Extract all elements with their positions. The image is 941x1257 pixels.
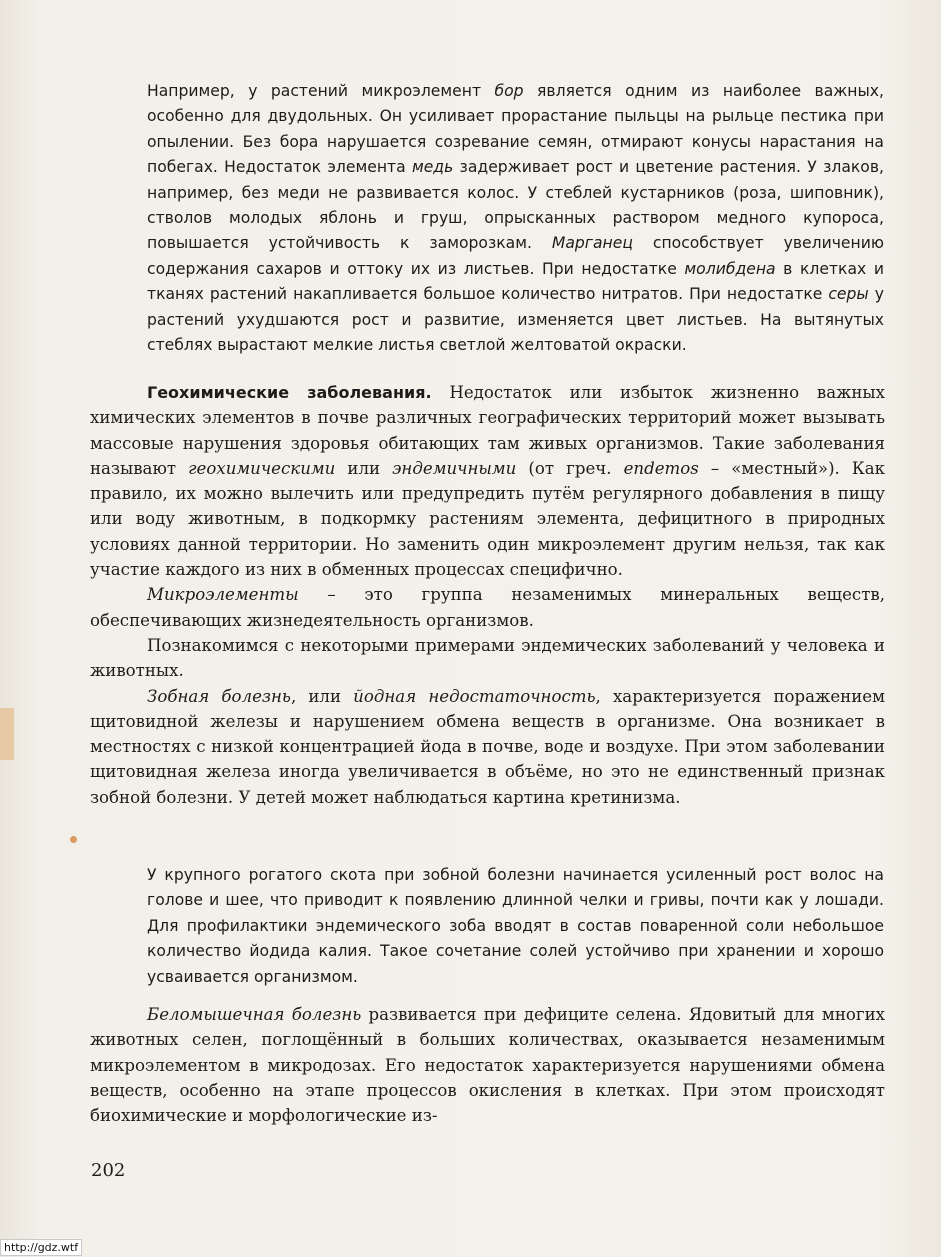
paragraph-examples-intro: Познакомимся с некоторыми примерами эндемических заболеваний у человека и животных.	[90, 635, 885, 681]
paragraph-goiter: Зобная болезнь, или йодная недостаточность, характеризуется поражением щитовидной железы и нарушением обмена веществ в организме. Она возникает в местностях с низкой концентрацией йода в почве, воде и воздухе. При этом заболевании щитовидная железа иногда увеличивается в объёме, но это не единственный признак зобной болезни. У детей может наблюдаться картина кретинизма.	[90, 686, 885, 807]
margin-bullet-dot	[70, 836, 77, 843]
page-number: 202	[91, 1160, 126, 1181]
paragraph-geochemical: Геохимические заболевания. Недостаток или избыток жизненно важных химических элементов в почве различных географических территорий может вызывать массовые нарушения здоровья обитающих там живых организмов. Такие заболевания называют геохимическими или эндемичными (от греч. endemos – «местный»). Как правило, их можно вылечить или предупредить путём регулярного добавления в пищу или воду животным, в подкормку растениям элемента, дефицитного в природных условиях данной территории. Но заменить один микроэлемент другим нельзя, так как участие каждого из них в обменных процессах специфично.	[90, 383, 886, 580]
main-text-block-1	[90, 380, 885, 810]
main-text-block-2	[90, 1002, 885, 1128]
paragraph-microelements-definition: Микроэлементы – это группа незаменимых минеральных веществ, обеспечивающих жизнедеятельность организмов.	[90, 585, 885, 630]
sidebar-text-block-cattle	[147, 863, 884, 990]
sidebar-paragraph: У крупного рогатого скота при зобной болезни начинается усиленный рост волос на голове и шее, что приводит к появлению длинной челки и гривы, почти как у лошади. Для профилактики эндемического зоба вводят в состав поваренной соли небольшое количество йодида калия. Такое сочетание солей устойчиво при хранении и хорошо усваивается организмом.	[147, 866, 884, 986]
source-watermark: http://gdz.wtf	[0, 1239, 82, 1256]
section-heading: Геохимические заболевания.	[147, 383, 432, 402]
margin-color-tab	[0, 708, 14, 760]
paragraph-white-muscle-disease: Беломышечная болезнь развивается при дефиците селена. Ядовитый для многих животных селен, поглощённый в больших количествах, оказывается незаменимым микроэлементом в микродозах. Его недостаток характеризуется нарушениями обмена веществ, особенно на этапе процессов окисления в клетках. При этом происходят биохимические и морфологические из-	[90, 1005, 885, 1126]
sidebar-paragraph: Например, у растений микроэлемент бор является одним из наиболее важных, особенно для двудольных. Он усиливает прорастание пыльцы на рыльце пестика при опылении. Без бора нарушается созревание семян, отмирают конусы нарастания на побегах. Недостаток элемента медь задерживает рост и цветение растения. У злаков, например, без меди не развивается колос. У стеблей кустарников (роза, шиповник), стволов молодых яблонь и груш, опрысканных раствором медного купороса, повышается устойчивость к заморозкам. Марганец способствует увеличению содержания сахаров и оттоку их из листьев. При недостатке молибдена в клетках и тканях растений накапливается большое количество нитратов. При недостатке серы у растений ухудшаются рост и развитие, изменяется цвет листьев. На вытянутых стеблях вырастают мелкие листья светлой желтоватой окраски.	[147, 82, 884, 355]
sidebar-text-block-plants	[147, 79, 884, 358]
